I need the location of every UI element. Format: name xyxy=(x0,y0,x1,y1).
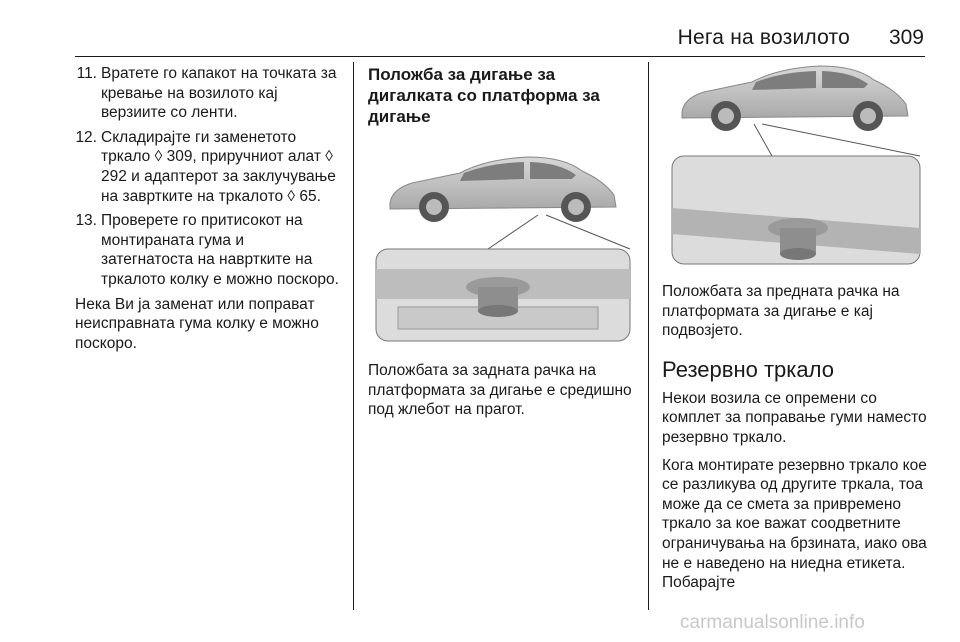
steps-list xyxy=(75,64,340,290)
header-title: Нега на возилото xyxy=(677,26,850,49)
list-item xyxy=(75,64,340,123)
column-2 xyxy=(368,64,636,420)
step-text: Вратете го капакот на точката за кревање на возилото кај верзиите со ленти. xyxy=(101,65,337,122)
list-item xyxy=(75,128,340,206)
list-item xyxy=(75,211,340,289)
column-1 xyxy=(75,64,340,353)
paragraph: Нека Ви ја заменат или поправат неисправната гума колку е можно поскоро. xyxy=(75,295,319,352)
paragraph: Кога монтирате резервно тркало кое се разликува од другите тркала, тоа може да се смета за привремено тркало за кое важат соодветните ограничувања на брзината, иако ова не е наведено на ниедна етикета. Побарајте xyxy=(662,456,927,592)
figure-caption: Положбата за предната рачка на платформата за дигање е кај подвозјето. xyxy=(662,283,900,340)
column-3 xyxy=(662,64,927,601)
step-number: 12. xyxy=(75,128,97,146)
step-number: 13. xyxy=(75,212,97,230)
page-number: 309 xyxy=(888,26,924,49)
page-header xyxy=(0,22,960,52)
paragraph: Некои возила се опремени со комплет за поправање гуми наместо резервно тркало. xyxy=(662,389,927,446)
watermark: carmanualsonline.info xyxy=(680,612,865,633)
section-heading: Положба за дигање за дигалката со платформа за дигање xyxy=(368,65,600,126)
step-text: Складирајте ги заменетото тркало ◊ 309, приручниот алат ◊ 292 и адаптерот за заклучување на завртките на тркалото ◊ 65. xyxy=(101,128,336,205)
section-heading: Резервно тркало xyxy=(662,356,834,382)
car-front-lift-illustration-icon xyxy=(662,58,930,268)
column-divider-right xyxy=(648,62,649,610)
car-rear-lift-illustration-icon xyxy=(368,137,636,347)
figure-caption: Положбата за задната рачка на платформата за дигање е средишно под жлебот на прагот. xyxy=(368,362,632,419)
header-rule xyxy=(75,56,925,57)
column-divider-left xyxy=(353,62,354,610)
step-text: Проверете го притисокот на монтираната гума и затегнатоста на навртките на тркалото колку е можно поскоро. xyxy=(101,212,339,288)
step-number: 11. xyxy=(76,65,97,82)
